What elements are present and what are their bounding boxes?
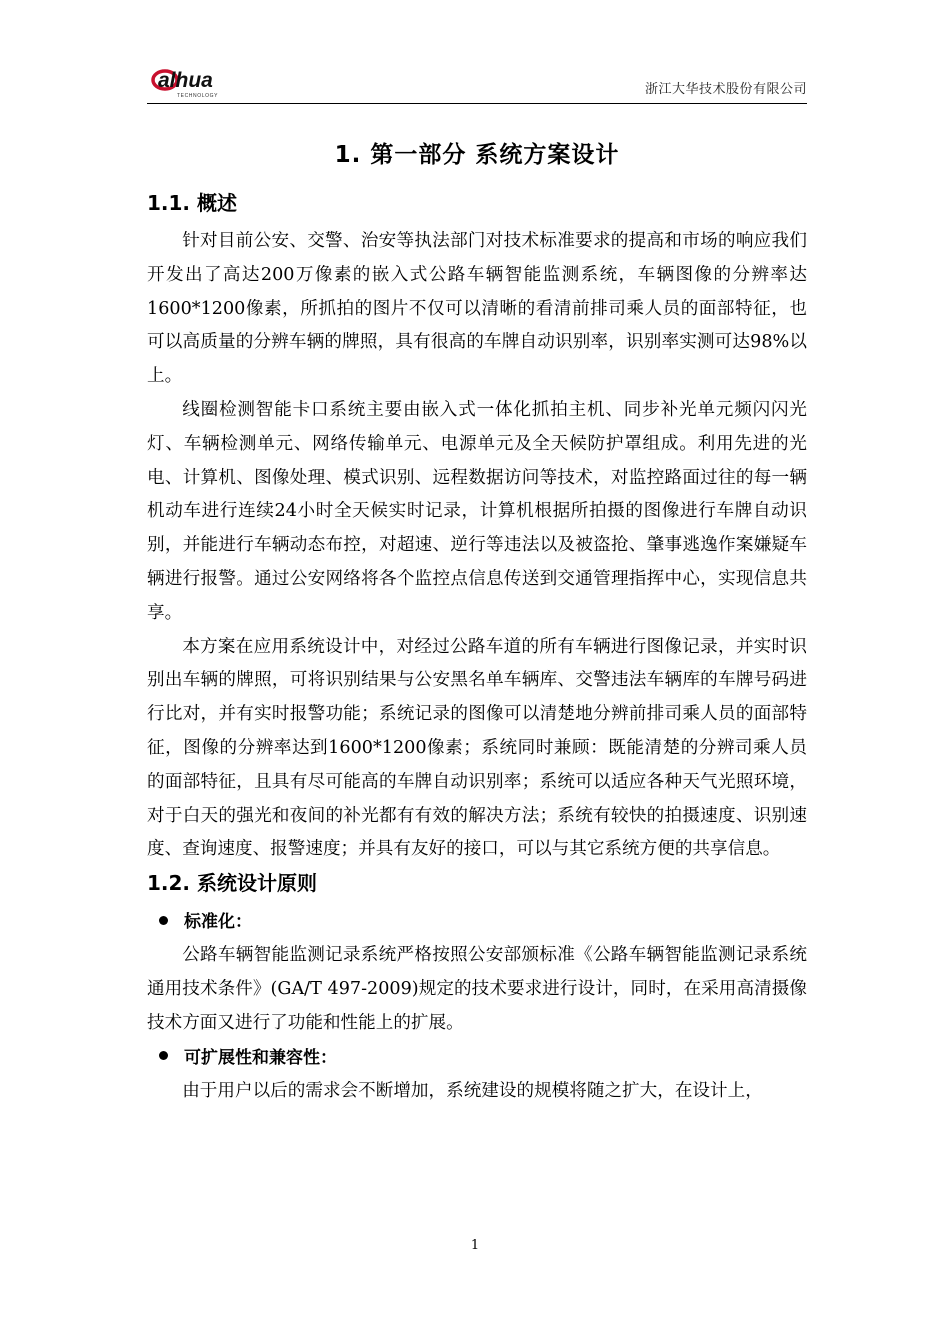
page-number: 1 bbox=[470, 1238, 480, 1253]
bullet-label: 标准化： bbox=[184, 912, 252, 933]
paragraph: 由于用户以后的需求会不断增加，系统建设的规模将随之扩大，在设计上， bbox=[182, 1080, 763, 1101]
chapter-title: 1. 第一部分 系统方案设计 bbox=[334, 142, 620, 168]
header-divider bbox=[147, 103, 807, 104]
logo-subtext: TECHNOLOGY bbox=[177, 93, 219, 99]
logo-wordmark: alhua bbox=[158, 69, 213, 92]
document-body bbox=[147, 130, 807, 1108]
paragraph: 本方案在应用系统设计中，对经过公路车道的所有车辆进行图像记录，并实时识别出车辆的牌照，可将识别结果与公安黑名单车辆库、交警违法车辆库的车牌号码进行比对，并有实时报警功能；系统记录的图像可以清楚地分辨前排司乘人员的面部特征，图像的分辨率达到1600*1200像素；系统同时兼顾：既能清楚的分辨司乘人员的面部特征，且具有尽可能高的车牌自动识别率；系统可以适应各种天气光照环境，对于白天的强光和夜间的补光都有有效的解决方法；系统有较快的拍摄速度、识别速度、查询速度、报警速度；并具有友好的接口，可以与其它系统方便的共享信息。 bbox=[147, 636, 807, 860]
bullet-item bbox=[147, 1041, 807, 1075]
section-heading-overview: 1.1. 概述 bbox=[147, 191, 237, 215]
dahua-logo bbox=[149, 64, 259, 100]
page-header bbox=[147, 64, 807, 102]
paragraph: 针对目前公安、交警、治安等执法部门对技术标准要求的提高和市场的响应我们开发出了高达200万像素的嵌入式公路车辆智能监测系统，车辆图像的分辨率达1600*1200像素，所抓拍的图片不仅可以清晰的看清前排司乘人员的面部特征，也可以高质量的分辨车辆的牌照，具有很高的车牌自动识别率，识别率实测可达98%以上。 bbox=[147, 231, 807, 387]
paragraph: 公路车辆智能监测记录系统严格按照公安部颁标准《公路车辆智能监测记录系统通用技术条件》(GA/T 497-2009)规定的技术要求进行设计，同时，在采用高清摄像技术方面又进行了功能和性能上的扩展。 bbox=[147, 945, 807, 1033]
bullet-dot-icon bbox=[159, 1051, 168, 1060]
bullet-dot-icon bbox=[159, 916, 168, 925]
bullet-label: 可扩展性和兼容性： bbox=[184, 1047, 337, 1068]
section-heading-design-principles: 1.2. 系统设计原则 bbox=[147, 871, 317, 896]
paragraph: 线圈检测智能卡口系统主要由嵌入式一体化抓拍主机、同步补光单元频闪闪光灯、车辆检测单元、网络传输单元、电源单元及全天候防护罩组成。利用先进的光电、计算机、图像处理、模式识别、远程数据访问等技术，对监控路面过往的每一辆机动车进行连续24小时全天候实时记录，计算机根据所拍摄的图像进行车牌自动识别，并能进行车辆动态布控，对超速、逆行等违法以及被盗抢、肇事逃逸作案嫌疑车辆进行报警。通过公安网络将各个监控点信息传送到交通管理指挥中心，实现信息共享。 bbox=[147, 399, 807, 623]
company-name: 浙江大华技术股份有限公司 bbox=[644, 82, 807, 97]
bullet-item bbox=[147, 905, 807, 939]
